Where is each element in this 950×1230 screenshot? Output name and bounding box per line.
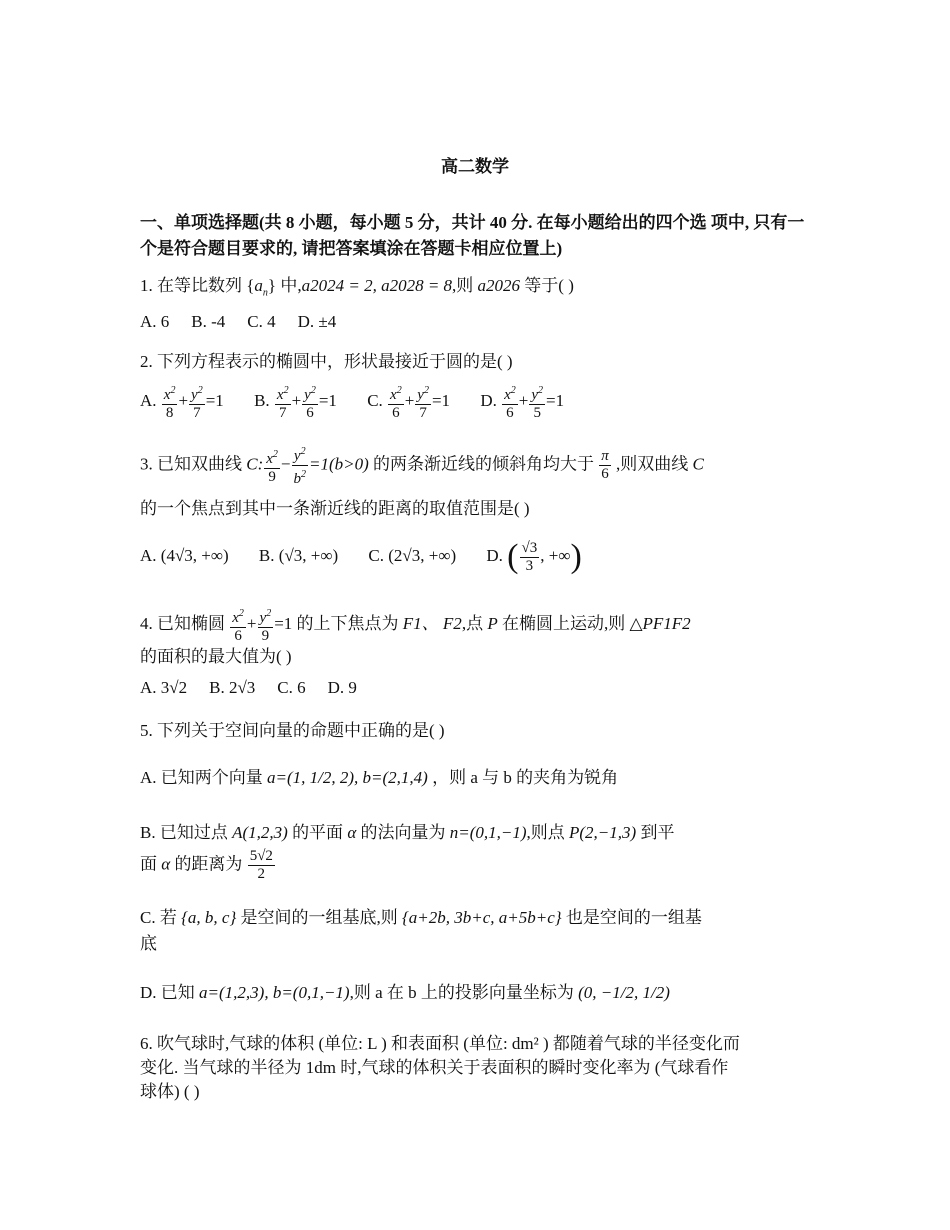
- q1-text-b: 中,: [280, 276, 302, 295]
- q4-triangle: △PF1F2: [629, 613, 691, 633]
- q5-d-vectors: a=(1,2,3), b=(0,1,−1): [199, 983, 350, 1002]
- q2-option-b: B. $\frac{x^2}{7}$ + $\frac{y^2}{6}$ =1: [254, 391, 337, 410]
- question-5-option-c: C. 若 {a, b, c} 是空间的一组基底,则 {a+2b, 3b+c, a+5b+c} 也是空间的一组基: [140, 908, 702, 927]
- q4-foci: F1、 F2: [402, 613, 462, 633]
- question-2-options: [140, 382, 564, 422]
- q4-text-a: 4. 已知椭圆: [140, 613, 225, 633]
- q1-sequence: $\{a_n\}$: [246, 276, 277, 299]
- q3-option-c: C. (2√3, +∞): [368, 546, 457, 566]
- q1-target: a2026: [477, 276, 521, 295]
- q5-b-normal: n=(0,1,−1): [449, 823, 527, 842]
- q3-text-a: 3. 已知双曲线: [140, 454, 242, 474]
- q1-option-b: B. -4: [191, 312, 226, 331]
- question-5-option-b: B. 已知过点 A(1,2,3) 的平面 α 的法向量为 n=(0,1,−1),则点 P(2,−1,3) 到平: [140, 823, 675, 842]
- question-2-stem: 2. 下列方程表示的椭圆中，形状最接近于圆的是( ): [140, 352, 513, 371]
- question-1-options: [140, 312, 358, 332]
- question-6-line-2: 变化. 当气球的半径为 1dm 时,气球的体积关于表面积的瞬时变化率为 (气球看作: [140, 1058, 729, 1077]
- question-3-line-2: 的一个焦点到其中一条渐近线的距离的取值范围是( ): [140, 499, 530, 518]
- q3-text-b: 的两条渐近线的倾斜角均大于: [373, 454, 595, 474]
- q5-b-point-a: A(1,2,3): [232, 823, 288, 842]
- q3-curve: C:: [246, 454, 264, 474]
- question-4-line-2: 的面积的最大值为( ): [140, 647, 292, 666]
- question-5-option-d: D. 已知 a=(1,2,3), b=(0,1,−1),则 a 在 b 上的投影向量坐标为 (0, −1/2, 1/2): [140, 983, 670, 1002]
- q3-option-a: A. (4√3, +∞): [140, 546, 229, 566]
- q5-c-basis-2: {a+2b, 3b+c, a+5b+c}: [402, 908, 562, 927]
- q3-text-c: ,则双曲线: [616, 454, 689, 474]
- question-3-options: [140, 540, 582, 575]
- q3-curve-ref: C: [692, 454, 704, 474]
- q1-option-c: C. 4: [247, 312, 276, 331]
- question-6-line-3: 球体) ( ): [140, 1082, 200, 1101]
- question-4-options: [140, 678, 379, 698]
- question-5-stem: 5. 下列关于空间向量的命题中正确的是( ): [140, 721, 445, 740]
- question-5-option-c-line-2: 底: [140, 934, 157, 953]
- q4-point: P: [487, 613, 498, 633]
- q4-option-d: D. 9: [327, 678, 357, 697]
- question-5-option-b-line-2: 面 α 的距离为 $\frac{5√2}{2}$: [140, 848, 273, 882]
- q4-option-a: A. 3√2: [140, 678, 188, 697]
- q1-given: a2024 = 2, a2028 = 8: [301, 276, 453, 295]
- q3-option-b: B. (√3, +∞): [258, 546, 339, 566]
- q5-b-point-p: P(2,−1,3): [569, 823, 637, 842]
- q1-text-d: 等于( ): [524, 276, 574, 295]
- q5-a-vectors: a=(1, 1/2, 2), b=(2,1,4): [267, 768, 428, 787]
- q1-option-a: A. 6: [140, 312, 170, 331]
- q2-option-d: D. $\frac{x^2}{6}$ + $\frac{y^2}{5}$ =1: [480, 391, 564, 410]
- question-5-option-a: A. 已知两个向量 a=(1, 1/2, 2), b=(2,1,4) ，则 a 与 b 的夹角为锐角: [140, 768, 619, 787]
- question-4-stem: 4. 已知椭圆 $\frac{x^2}{6}$ + $\frac{y^2}{9}$ =1 的上下焦点为 F1、 F2,点 P 在椭圆上运动,则 △PF1F2: [140, 605, 691, 645]
- question-6-line-1: 6. 吹气球时,气球的体积 (单位: L ) 和表面积 (单位: dm² ) 都随着气球的半径变化而: [140, 1034, 740, 1053]
- q4-text-d: 在椭圆上运动,则: [501, 613, 626, 633]
- q5-d-result: (0, −1/2, 1/2): [578, 983, 670, 1002]
- question-3-stem: 3. 已知双曲线 C: $\frac{x^2}{9}$ − $\frac{y^2}{b^2}$ =1(b>0) 的两条渐近线的倾斜角均大于 $\frac{\pi}{6}$ ,则双曲线 C: [140, 443, 704, 488]
- q4-text-c: ,点: [461, 613, 484, 633]
- q4-text-b: 的上下焦点为: [296, 613, 399, 633]
- page-title: 高二数学: [441, 157, 509, 176]
- q2-option-c: C. $\frac{x^2}{6}$ + $\frac{y^2}{7}$ =1: [367, 391, 450, 410]
- section-heading: 一、单项选择题(共 8 小题，每小题 5 分，共计 40 分. 在每小题给出的四个选 项中, 只有一个是符合题目要求的, 请把答案填涂在答题卡相应位置上): [140, 213, 805, 258]
- q1-text-a: 1. 在等比数列: [140, 276, 242, 295]
- q3-option-d: D. ( $\frac{√3}{3}$ , +∞): [486, 538, 582, 576]
- q1-text-c: ,则: [452, 276, 474, 295]
- q5-c-basis-1: {a, b, c}: [181, 908, 237, 927]
- q2-option-a: A. $\frac{x^2}{8}$ + $\frac{y^2}{7}$ =1: [140, 391, 224, 410]
- q1-option-d: D. ±4: [297, 312, 337, 331]
- q4-option-b: B. 2√3: [209, 678, 256, 697]
- question-1-stem: [140, 271, 574, 298]
- q3-condition: =1(b>0): [309, 454, 369, 474]
- q4-option-c: C. 6: [277, 678, 306, 697]
